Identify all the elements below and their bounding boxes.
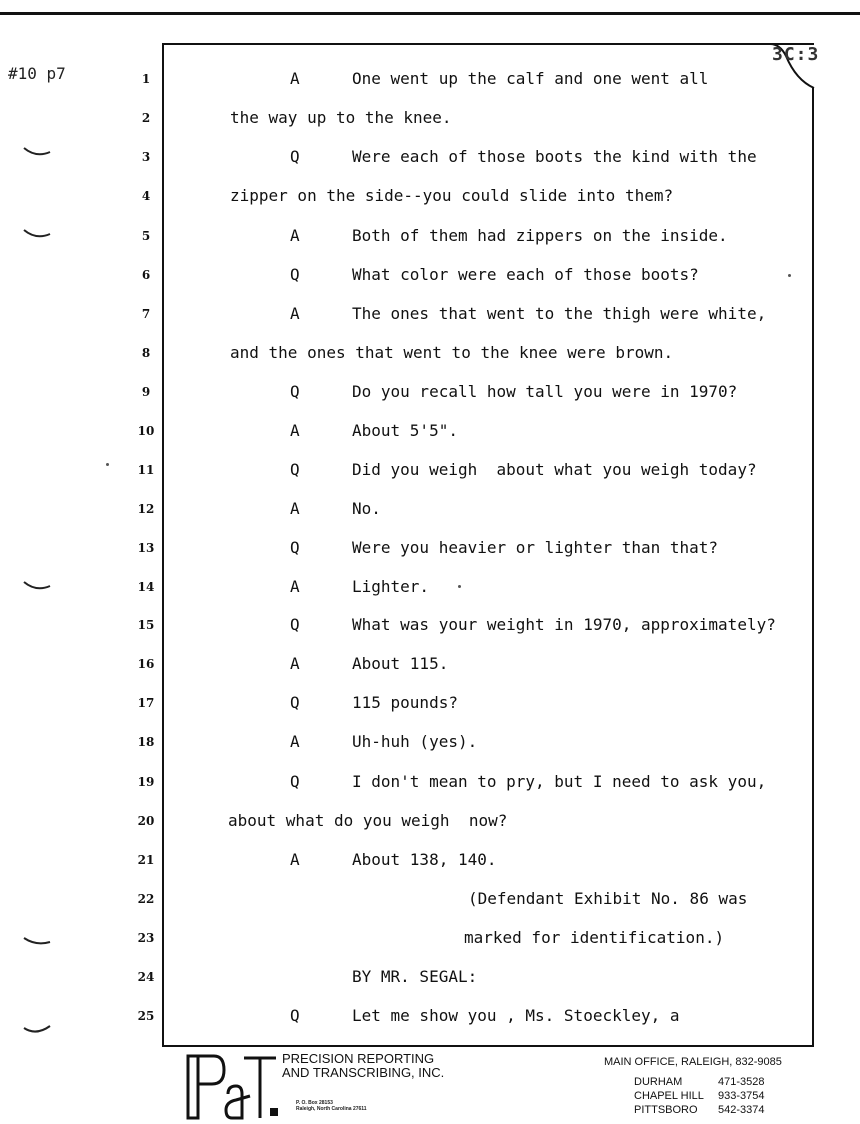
speaker-label: A	[290, 654, 300, 673]
line-number: 22	[137, 892, 155, 906]
office-city: CHAPEL HILL	[634, 1090, 704, 1102]
paper-speck	[458, 585, 461, 588]
transcript-line: About 5'5".	[352, 421, 458, 440]
company-name	[282, 1052, 444, 1080]
speaker-label: Q	[290, 772, 300, 791]
speaker-label: A	[290, 850, 300, 869]
transcript-line: One went up the calf and one went all	[352, 69, 709, 88]
transcript-frame-right-edge	[812, 88, 814, 1045]
company-name-line1: PRECISION REPORTING	[282, 1051, 435, 1066]
transcript-line: The ones that went to the thigh were white,	[352, 304, 767, 323]
pt-logo	[184, 1048, 280, 1120]
transcript-line: the way up to the knee.	[230, 108, 452, 127]
line-number: 14	[137, 580, 155, 594]
line-number: 13	[137, 541, 155, 555]
transcript-line: About 115.	[352, 654, 449, 673]
office-phone: 933-3754	[718, 1090, 765, 1102]
speaker-label: A	[290, 732, 300, 751]
address-line2: Raleigh, North Carolina 27611	[296, 1106, 367, 1112]
speaker-label: A	[290, 499, 300, 518]
transcript-line: Uh-huh (yes).	[352, 732, 478, 751]
speaker-label: Q	[290, 147, 300, 166]
speaker-label: A	[290, 577, 300, 596]
line-number: 15	[137, 618, 155, 632]
line-number: 10	[137, 424, 155, 438]
transcript-line: 115 pounds?	[352, 693, 458, 712]
page-top-rule	[0, 12, 860, 15]
line-number: 21	[137, 853, 155, 867]
speaker-label: Q	[290, 693, 300, 712]
speaker-label: Q	[290, 538, 300, 557]
margin-tick-mark	[22, 146, 52, 158]
transcript-line: Let me show you , Ms. Stoeckley, a	[352, 1006, 680, 1025]
line-number: 5	[141, 229, 151, 243]
line-number: 25	[137, 1009, 155, 1023]
line-number: 20	[137, 814, 155, 828]
paper-speck	[788, 274, 791, 277]
line-number: 23	[137, 931, 155, 945]
transcript-line: Did you weigh about what you weigh today?	[352, 460, 757, 479]
line-number: 11	[137, 463, 155, 477]
office-city: PITTSBORO	[634, 1104, 698, 1116]
transcript-line: marked for identification.)	[464, 928, 725, 947]
page-stamp: 3C:3	[772, 44, 820, 65]
line-number: 1	[141, 72, 151, 86]
line-number: 7	[141, 307, 151, 321]
margin-tick-mark	[22, 228, 52, 240]
paper-speck	[106, 463, 109, 466]
line-number: 6	[141, 268, 151, 282]
speaker-label: A	[290, 421, 300, 440]
speaker-label: Q	[290, 615, 300, 634]
line-number: 12	[137, 502, 155, 516]
speaker-label: A	[290, 226, 300, 245]
margin-tick-mark	[22, 580, 52, 592]
speaker-label: Q	[290, 1006, 300, 1025]
office-phone: 542-3374	[718, 1104, 765, 1116]
transcript-line: zipper on the side--you could slide into them?	[230, 186, 674, 205]
company-address	[296, 1100, 367, 1112]
line-number: 3	[141, 150, 151, 164]
reporter-footer	[180, 1048, 820, 1124]
line-number: 8	[141, 346, 151, 360]
transcript-line: What was your weight in 1970, approximately?	[352, 615, 776, 634]
line-number: 17	[137, 696, 155, 710]
transcript-line: About 138, 140.	[352, 850, 497, 869]
office-city: DURHAM	[634, 1076, 683, 1088]
transcript-line: Do you recall how tall you were in 1970?	[352, 382, 738, 401]
margin-tick-mark	[22, 936, 52, 948]
transcript-line: No.	[352, 499, 381, 518]
address-line1: P. O. Box 28153	[296, 1100, 333, 1106]
transcript-line: What color were each of those boots?	[352, 265, 699, 284]
transcript-line: I don't mean to pry, but I need to ask you,	[352, 772, 767, 791]
speaker-label: A	[290, 304, 300, 323]
line-number: 16	[137, 657, 155, 671]
transcript-line: and the ones that went to the knee were brown.	[230, 343, 674, 362]
line-number: 2	[141, 111, 151, 125]
line-number: 9	[141, 385, 151, 399]
transcript-line: Both of them had zippers on the inside.	[352, 226, 728, 245]
line-number: 19	[137, 775, 155, 789]
exhibit-page-tag: #10 p7	[8, 64, 66, 83]
transcript-line: Were you heavier or lighter than that?	[352, 538, 719, 557]
main-office: MAIN OFFICE, RALEIGH, 832-9085	[604, 1056, 782, 1068]
line-number: 24	[137, 970, 155, 984]
speaker-label: Q	[290, 382, 300, 401]
company-name-line2: AND TRANSCRIBING, INC.	[282, 1065, 445, 1080]
margin-tick-mark	[22, 1024, 52, 1036]
line-number: 4	[141, 189, 151, 203]
transcript-line: BY MR. SEGAL:	[352, 967, 478, 986]
line-number: 18	[137, 735, 155, 749]
speaker-label: Q	[290, 460, 300, 479]
page-top-margin	[0, 0, 860, 12]
office-phone: 471-3528	[718, 1076, 765, 1088]
transcript-line: about what do you weigh now?	[228, 811, 508, 830]
speaker-label: Q	[290, 265, 300, 284]
transcript-line: Lighter.	[352, 577, 430, 596]
transcript-line: (Defendant Exhibit No. 86 was	[468, 889, 748, 908]
transcript-line: Were each of those boots the kind with the	[352, 147, 757, 166]
speaker-label: A	[290, 69, 300, 88]
